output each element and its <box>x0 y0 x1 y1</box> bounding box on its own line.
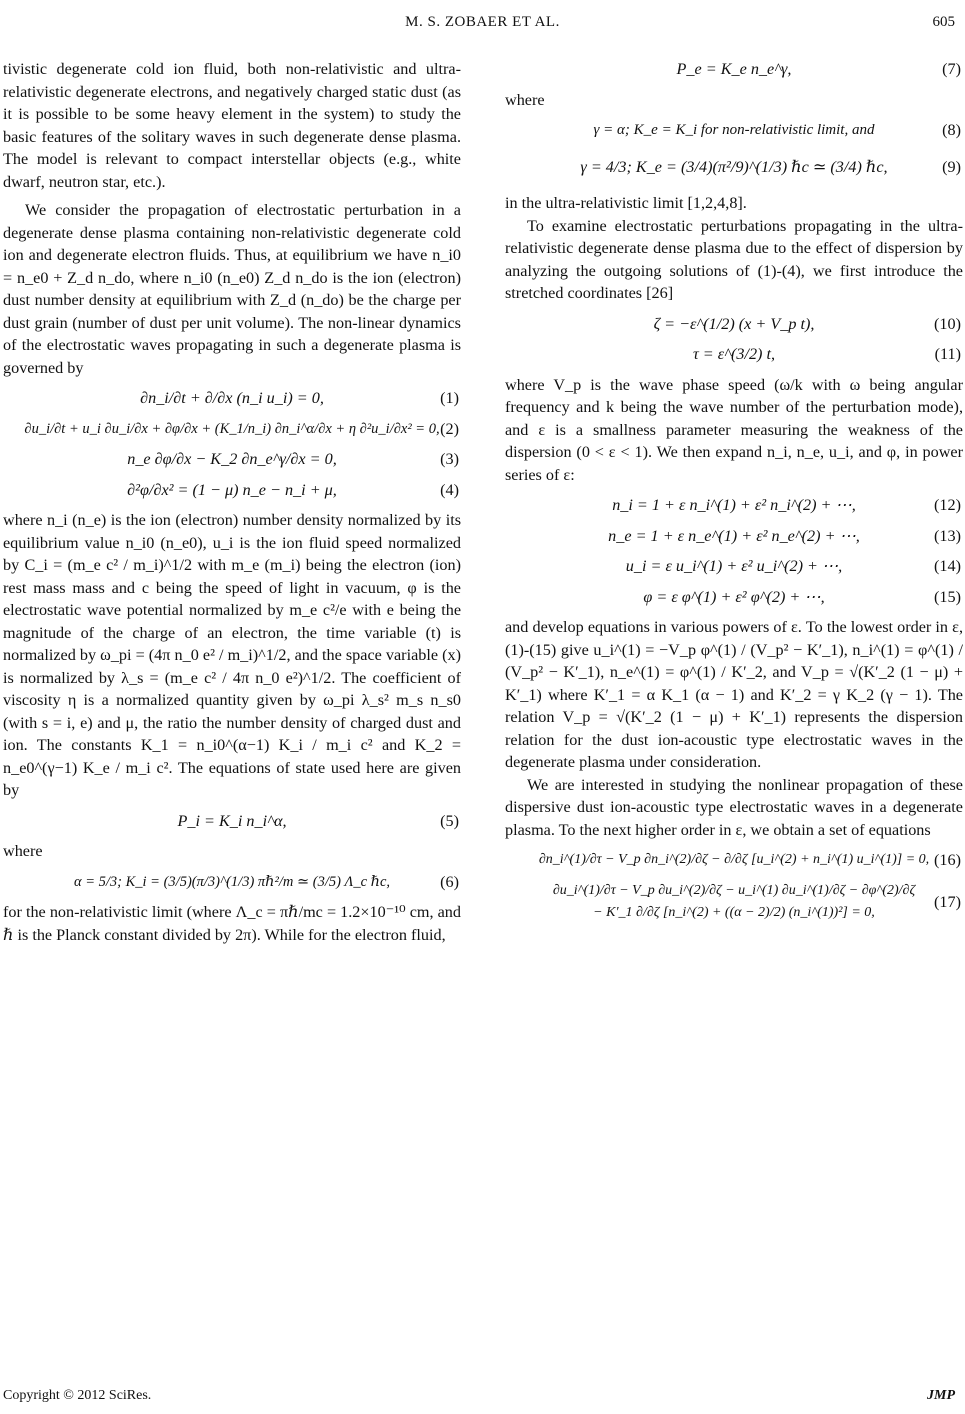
equation-body: n_e = 1 + ε n_e^(1) + ε² n_e^(2) + ⋯, <box>608 526 860 545</box>
equation-body: τ = ε^(3/2) t, <box>692 345 776 363</box>
equation-body: ∂n_i^(1)/∂τ − V_p ∂n_i^(2)/∂ζ − ∂/∂ζ [u_i^(2) + n_i^(1) u_i^(1)] = 0, <box>538 852 930 867</box>
equation-body: φ = ε φ^(1) + ε² φ^(2) + ⋯, <box>643 587 825 606</box>
page-footer <box>3 1388 955 1410</box>
equation-number: (10) <box>934 314 961 333</box>
equation-body: ζ = −ε^(1/2) (x + V_p t), <box>653 314 815 333</box>
equation-15 <box>505 586 963 609</box>
equation-14 <box>505 555 963 578</box>
journal-abbrev: JMP <box>927 1388 955 1403</box>
paragraph: in the ultra-relativistic limit [1,2,4,8]. <box>505 194 747 212</box>
equation-number: (3) <box>440 450 459 468</box>
equation-number: (15) <box>934 587 961 606</box>
paragraph: To examine electrostatic perturbations propagating in the ultra-relativistic degenerate dense plasma due to the effect of dispersion by analyzing the outgoing solutions of (1)-(4), we first introduce the stretched coordinates [26] <box>505 216 963 302</box>
paragraph: where n_i (n_e) is the ion (electron) number density normalized by its equilibrium value n_i0 (n_e0), u_i is the ion fluid speed normalized by C_i = (m_e c² / m_i)^1/2 with m_e (m_i) being the electron (ion) rest mass mass and c being the speed of light in vacuum, φ is the electrostatic wave potential normalized by m_e c²/e with e being the magnitude of the charge of an electron, the time variable (t) is normalized by ω_pi = (4π n_0 e² / m_i)^1/2, and the space variable (x) is normalized by λ_s = (m_e c² / 4π n_0 e²)^1/2. The coefficient of viscosity η is a normalized quantity given by ω_pi λ_s² m_s n_s0 (with s = i, e) and μ, the ratio the number density of charged dust and ion. The constants K_1 = n_i0^(α−1) K_i / m_i c² and K_2 = n_e0^(γ−1) K_e / m_i c². The equations of state used here are given by <box>3 511 461 799</box>
paragraph: where V_p is the wave phase speed (ω/k with ω being angular frequency and k being the wave number of the perturbation mode), and ε is a smallness parameter measuring the weakness of the dispersion (0 < ε < 1). We then expand n_i, n_e, u_i, and φ, in power series of ε: <box>505 375 963 484</box>
equation-body: ∂u_i^(1)/∂τ − V_p ∂u_i^(2)/∂ζ − u_i^(1) ∂u_i^(1)/∂ζ − ∂φ^(2)/∂ζ <box>552 882 916 898</box>
equation-number: (2) <box>440 419 459 438</box>
paragraph: where <box>3 842 43 860</box>
equation-body: u_i = ε u_i^(1) + ε² u_i^(2) + ⋯, <box>625 557 843 575</box>
equation-body: γ = 4/3; K_e = (3/4)(π²/9)^(1/3) ℏc ≃ (3/4) ℏc, <box>580 157 888 176</box>
equation-number: (7) <box>942 60 961 78</box>
equation-11 <box>505 343 963 366</box>
running-title: M. S. ZOBAER ET AL. <box>405 14 560 30</box>
equation-body: n_i = 1 + ε n_i^(1) + ε² n_i^(2) + ⋯, <box>612 496 856 514</box>
equation-number: (14) <box>934 557 961 575</box>
equation-number: (5) <box>440 811 459 830</box>
equation-12 <box>505 494 963 517</box>
equation-body: P_e = K_e n_e^γ, <box>676 60 792 78</box>
equation-body: − K′_1 ∂/∂ζ [n_i^(2) + ((α − 2)/2) (n_i^(1))²] = 0, <box>593 905 875 920</box>
equation-16 <box>505 849 963 872</box>
equation-1 <box>3 387 461 410</box>
equation-number: (4) <box>440 480 459 499</box>
equation-6 <box>3 871 461 894</box>
equation-number: (8) <box>942 121 961 139</box>
page-header <box>0 14 965 38</box>
left-column <box>3 58 461 946</box>
equation-number: (16) <box>934 851 961 869</box>
equation-body: γ = α; K_e = K_i for non-relativistic limit, and <box>593 122 875 138</box>
equation-number: (9) <box>942 157 961 176</box>
equation-number: (6) <box>440 872 459 891</box>
page-number: 605 <box>932 14 955 30</box>
equation-body: P_i = K_i n_i^α, <box>177 811 287 830</box>
equation-body: n_e ∂φ/∂x − K_2 ∂n_e^γ/∂x = 0, <box>127 450 337 468</box>
equation-2 <box>3 418 461 441</box>
equation-number: (13) <box>934 526 961 545</box>
equation-17 <box>505 880 963 925</box>
paragraph: and develop equations in various powers of ε. To the lowest order in ε, (1)-(15) give u_i^(1) = −V_p φ^(1) / (V_p² − K′_1), n_i^(1) = φ^(1) / (V_p² − K′_1), n_e^(1) = φ^(1) / K′_2, and V_p = √(K′_2 (1 − μ) + K′_1) where K′_1 = α K_1 (α − 1) and K′_2 = γ K_2 (γ − 1). The relation V_p = √(K′_2 (1 − μ) + K′_1) represents the dispersion relation for the dust ion-acoustic type electrostatic waves in the degenerate plasma under consideration. <box>505 618 963 771</box>
equation-number: (11) <box>934 345 961 363</box>
equation-number: (1) <box>440 389 459 407</box>
equation-9 <box>505 156 963 179</box>
equation-4 <box>3 479 461 502</box>
equation-5 <box>3 810 461 833</box>
equation-body: ∂u_i/∂t + u_i ∂u_i/∂x + ∂φ/∂x + (K_1/n_i) ∂n_i^α/∂x + η ∂²u_i/∂x² = 0, <box>24 420 440 437</box>
equation-body: α = 5/3; K_i = (3/5)(π/3)^(1/3) πℏ²/m ≃ (3/5) Λ_c ℏc, <box>73 873 391 890</box>
equation-body: ∂²φ/∂x² = (1 − μ) n_e − n_i + μ, <box>127 480 337 499</box>
paragraph: We are interested in studying the nonlinear propagation of these dispersive dust ion-acoustic type electrostatic waves in a degenerate plasma. To the next higher order in ε, we obtain a set of equations <box>505 775 963 839</box>
equation-number: (17) <box>934 892 961 911</box>
paragraph: We consider the propagation of electrostatic perturbation in a degenerate dense plasma containing non-relativistic degenerate cold ion and degenerate electron fluids. Thus, at equilibrium we have n_i0 = n_e0 + Z_d n_do, where n_i0 (n_e0) Z_d n_do is the ion (electron) dust number density at equilibrium with Z_d (n_do) be the charge per dust grain (number of dust per unit volume). The non-linear dynamics of the electrostatic waves propagating in such a degenerate plasma is governed by <box>3 201 461 377</box>
copyright: Copyright © 2012 SciRes. <box>3 1388 152 1403</box>
right-column <box>505 58 963 933</box>
paragraph: for the non-relativistic limit (where Λ_c = πℏ/mc = 1.2×10⁻¹⁰ cm, and ℏ is the Planck constant divided by 2π). While for the electron fluid, <box>3 903 461 944</box>
paragraph: where <box>505 90 545 109</box>
equation-10 <box>505 313 963 336</box>
equation-number: (12) <box>934 496 961 514</box>
equation-13 <box>505 525 963 548</box>
paragraph: tivistic degenerate cold ion fluid, both non-relativistic and ultra-relativistic degenerate electrons, and negatively charged static dust (as it is possible to be some heavy element in the system) to study the basic features of the solitary waves in such degenerate dense plasma. The model is relevant to compact interstellar objects (e.g., white dwarf, neutron star, etc.). <box>3 60 461 191</box>
equation-body: ∂n_i/∂t + ∂/∂x (n_i u_i) = 0, <box>140 389 324 407</box>
equation-8 <box>505 119 963 142</box>
equation-3 <box>3 448 461 471</box>
equation-7 <box>505 58 963 81</box>
